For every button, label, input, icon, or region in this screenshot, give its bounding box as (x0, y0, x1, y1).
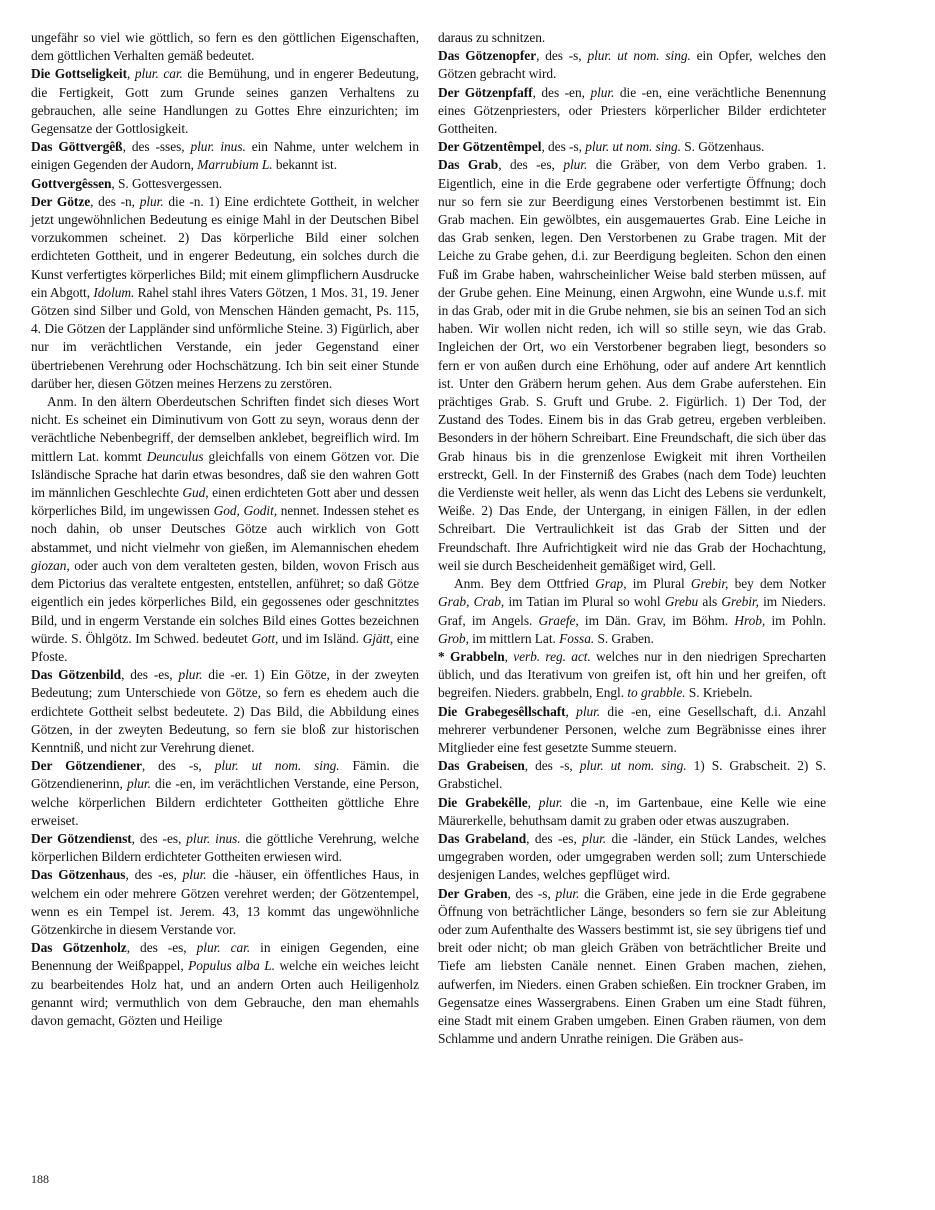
note-paragraph (31, 393, 419, 666)
entry-text: , des -s, (507, 885, 556, 901)
entry-text: S. Kriebeln. (685, 685, 753, 701)
entry-text: , des -s, (524, 758, 580, 774)
italic-term: plur. (139, 193, 164, 209)
entry-text: als (698, 594, 722, 610)
italic-term: Grebir, (721, 594, 759, 610)
entry-text: im mittlern Lat. (468, 630, 560, 646)
italic-term: plur. (182, 867, 207, 883)
italic-term: verb. reg. act. (513, 648, 591, 664)
entry-text: , des -sses, (122, 139, 191, 155)
headword: Die Grabegesêllschaft (438, 703, 566, 719)
entry-text: bekannt ist. (272, 157, 337, 173)
entry-paragraph (438, 84, 826, 139)
italic-term: Hrob, (734, 612, 766, 628)
entry-text: im Plural (626, 576, 691, 592)
italic-term: plur. inus. (190, 139, 246, 155)
entry-paragraph (438, 138, 826, 156)
italic-term: Idolum. (93, 284, 135, 300)
entry-text: die Bemühung, und in engerer Bedeutung, die Fertigkeit, Gott zum Grunde seines ganzen Verhaltens zu gebrauchen, alle seine Handlungen zu Gottes Ehre einzurichten; im Gegensatze der Gottlosigkeit. (31, 66, 419, 137)
entry-paragraph (438, 648, 826, 703)
entry-text: im Nieders. Graf, im Angels. (438, 594, 826, 628)
entry-text: die -en, eine verächtliche Benennung eines Götzenpriesters, oder Priesters körperlicher Bilder erdichteter Gottheiten. (438, 84, 826, 137)
entry-text: , des -es, (131, 830, 187, 846)
entry-text: , (126, 66, 135, 82)
entry-paragraph (31, 757, 419, 830)
entry-text: die Gräber, von dem Verbo graben. 1. Eigentlich, eine in die Erde gegrabene oder verfertigte Öffnung; doch nur so fern sie zur Beerdigung eines Verstorbenen bestimmt ist. Ein Grab machen. Ein gewölbtes, ein ausgemauertes Grab. Eine Leiche in das Grab senken, legen. Den Verstorbenen zu Grabe tragen. Mit der Leiche zu Grabe gehen, d.i. zur Beerdigung begleiten. Schon den einen Fuß im Grabe haben, wahrscheinlicher Weise bald sterben müssen, auf der Grube gehen. Eine Meinung, einen Argwohn, eine Wunde u.s.f. mit in das Grab, oder mit in die Grube nehmen, sie bis an seinen Tod an sich haben. Wir wollen nicht reden, ich will so stille seyn, wie das Grab. Ingleichen der Ort, wo ein Verstorbener begraben liegt, besonders so fern er von außen durch eine Erhöhung, oder auf andere Art kenntlich ist. Unter den Gräbern herum gehen. Aus dem Grabe auferstehen. Ein prächtiges Grab. S. Gruft und Grube. 2. Figürlich. 1) Der Tod, der Zustand des Todes. Einem bis in das Grab getreu, ergeben verbleiben. Besonders in der höhern Schreibart. Eine Freundschaft, die sich über das Grab hinaus bis in die grenzenlose Ewigkeit mit ihren Vortheilen erstreckt, Gell. In der Finsterniß des Grabes (nach dem Tode) leuchten die Verdienste weit heller, als wenn das Licht des Lebens sie verdunkelt, Weiße. 2) Das Ende, der Untergang, in einigen Fällen, in der edlen Schreibart. Die Vertraulichkeit ist das Grab der Sitten und der Freundschaft. Ihre Aufrichtigkeit wird nie das Grab der Hochachtung, weil sie durch Bescheidenheit gemäßiget wird, Gell. (438, 157, 827, 573)
headword: Das Grabeisen (438, 758, 525, 774)
entry-paragraph (31, 175, 419, 193)
entry-paragraph (438, 830, 826, 885)
italic-term: Fossa. (559, 630, 595, 646)
entry-text: ein Nahme, unter welchem in einigen Gegenden der Audorn, (31, 139, 419, 173)
italic-term: Gud, (182, 485, 209, 501)
entry-text: einen erdichteten Gott aber und dessen körperliches Bild, im ungewissen (31, 485, 420, 519)
entry-text: die -er. 1) Ein Götze, in der zweyten Bedeutung; zum Unterschiede von Götze, so fern es ehedem auch die erdichtete Gottheit selbst bedeutete. 2) Das Bild, die Abbildung eines Götzen, in der zweyten Bedeutung, so fern sie bloß zur historischen Kenntniß, und nicht zur Verehrung dienet. (31, 667, 420, 755)
entry-text: im Pohln. (765, 612, 826, 628)
entry-text: die -länder, ein Stück Landes, welches umgegraben worden, oder umgegraben werden soll; zum Unterschiede desjenigen Landes, welches gepflüget wird. (438, 830, 827, 883)
entry-text: die -n, im Gartenbaue, eine Kelle wie eine Mäurerkelle, behuthsam damit zu graben oder etwas auszugraben. (438, 794, 826, 828)
entry-paragraph (438, 757, 826, 793)
headword: Der Götzentêmpel (438, 139, 542, 155)
headword: Die Grabekêlle (438, 794, 528, 810)
entry-text: S. Graben. (594, 630, 654, 646)
headword: Der Götzendiener (31, 758, 142, 774)
entry-paragraph (438, 47, 826, 83)
entry-paragraph (438, 29, 826, 47)
italic-term: plur. (178, 667, 203, 683)
headword: Das Grab (438, 157, 499, 173)
entry-paragraph (31, 666, 419, 757)
italic-term: God, Godit, (213, 503, 278, 519)
italic-term: plur. (563, 157, 588, 173)
entry-text: , des -en, (532, 84, 591, 100)
headword: Das Götzenbild (31, 667, 122, 683)
headword: Das Grabeland (438, 830, 527, 846)
entry-text: die -häuser, ein öffentliches Haus, in welchem ein oder mehrere Götzen verehret werden; der Götzentempel, wenn es ein Tempel ist. Jerem. 43, 13 kommt das ungewöhnliche Götzenkirche in diesem Verstande vor. (31, 867, 419, 937)
italic-term: plur. (555, 885, 580, 901)
entry-text: oder auch von dem veralteten gesten, bilden, wovon Frisch aus dem Pictorius das veraltete entgesten, entstellen, anführet; so daß Götze eigentlich ein jedes körperliches Bild, ein gegossenes oder geschnitztes Bild, und in engerm Verstande ein solches Bild eines Gottes bezeichnen würde. S. Öhlgötz. Im Schwed. bedeutet (31, 557, 419, 646)
entry-text: die Gräben, eine jede in die Erde gegrabene Öffnung von beträchtlicher Länge, besonders so fern sie zur Ableitung oder zum Aufenthalte des Wassers bestimmt ist, sie sey übrigens tief und breit oder nicht; ob man gleich Gräben von beträchtlicher Breite und Tiefe am liebsten Canäle nennet. Einen Graben machen, ziehen, aufwerfen, im Nieders. einen Graben schießen. Ein trockner Graben, im Gegensatze eines Wassergrabens. Einen Graben um eine Stadt führen, eine Stadt mit einem Graben umgeben. Einen Graben räumen, von dem Schlamme und andern Unrathe reinigen. Die Gräben aus- (438, 885, 826, 1047)
italic-term: plur. (126, 776, 151, 792)
italic-term: Deunculus (146, 448, 204, 464)
entry-text: eine Pfoste. (31, 630, 419, 664)
italic-term: plur. car. (134, 66, 183, 82)
entry-text: , des -s, (141, 758, 215, 774)
italic-term: Gott, (251, 630, 279, 646)
entry-text: S. Götzenhaus. (680, 139, 765, 155)
entry-text: , (565, 703, 577, 719)
entry-text: , des -es, (126, 940, 197, 956)
headword: Das Götzenholz (31, 940, 127, 956)
entry-text: , S. Gottesvergessen. (111, 175, 223, 191)
note-paragraph (438, 575, 826, 648)
entry-text: und im Isländ. (278, 630, 363, 646)
italic-term: Graefe, (538, 612, 579, 628)
italic-term: plur. (576, 703, 601, 719)
entry-text: welche ein weiches leicht zu bearbeitendes Holz hat, und an andern Orten auch Heiligenholz genannt wird; vermuthlich von dem Gebrauche, den man ehemahls davon gemacht, Gözten und Heilige (31, 958, 419, 1028)
italic-term: Gjätt, (362, 630, 394, 646)
headword: Gottvergêssen (31, 175, 112, 191)
entry-paragraph (438, 156, 826, 575)
italic-term: plur. ut nom. sing. (585, 139, 681, 155)
headword: Das Götzenopfer (438, 48, 537, 64)
entry-text: die -en, eine Gesellschaft, d.i. Anzahl mehrerer verbundener Personen, welche zum Begräbnisse eines ihrer Mitglieder eine fest gesetzte Summe steuern. (438, 703, 826, 755)
entry-text: Anm. In den ältern Oberdeutschen Schriften findet sich dieses Wort nicht. Es scheinet ein Diminutivum von Gott zu seyn, woraus denn der verächtliche Nebenbegriff, der demselben anklebet, begreiflich wird. Im mittlern Lat. kommt (31, 394, 419, 464)
entry-text: , des -n, (90, 193, 140, 209)
entry-text: die -n. 1) Eine erdichtete Gottheit, in welcher jetzt ungewöhnlichen Bedeutung es einige Mahl in der Deutschen Bibel vorzukommen scheinet. 2) Das körperliche Bild einer solchen erdichteten Gottheit, und in engerer Bedeutung, ein solches durch die Kunst verfertigtes körperliches Bild; mit einem glimpflichern Ausdrucke ein Abgott, (31, 193, 419, 300)
entry-paragraph (438, 703, 826, 758)
entry-text: Rahel stahl ihres Vaters Götzen, 1 Mos. 31, 19. Jener Götzen sind Silber und Gold, von Menschen Händen gemacht, Ps. 115, 4. Die Götzen der Lappländer sind unförmliche Steine. 3) Figürlich, aber nur im verächtlichen Verstande, ein jeder Gegenstand einer übertriebenen Verehrung oder Hochschätzung. Ich bin seit einer Stunde darüber her, diesen Götzen meines Herzens zu zerstören. (31, 284, 419, 391)
entry-text: ungefähr so viel wie göttlich, so fern es den göttlichen Eigenschaften, dem göttlichen Verhalten gemäß bedeutet. (31, 30, 419, 64)
entry-paragraph (31, 29, 419, 65)
entry-text: , des -es, (121, 667, 179, 683)
italic-term: plur. ut nom. sing. (214, 758, 340, 774)
left-column (31, 29, 419, 1030)
italic-term: Marrubium L. (197, 157, 273, 173)
italic-term: plur. (538, 794, 563, 810)
entry-text: in einigen Gegenden, eine Benennung der Weißpappel, (31, 940, 419, 974)
entry-text: nennet. Indessen stehet es noch dahin, ob unser Deutsches Götze auch wirklich von Gott abstammet, und nicht vielmehr von gießen, im Alemannischen ehedem (31, 503, 419, 555)
headword: Der Götze (31, 193, 91, 209)
italic-term: Grab, Crab, (438, 594, 505, 610)
italic-term: Grebir, (690, 576, 729, 592)
entry-paragraph (31, 866, 419, 939)
entry-text: bey dem Notker (728, 576, 826, 592)
italic-term: plur. ut nom. sing. (587, 48, 691, 64)
headword: Das Götzenhaus (31, 867, 126, 883)
right-column (438, 29, 826, 1048)
entry-paragraph (31, 939, 419, 1030)
entry-paragraph (31, 830, 419, 866)
entry-text: gleichfalls von einem Götzen vor. Die Isländische Sprache hat darin etwas besondres, daß sie den wahren Gott im männlichen Geschlechte (31, 448, 419, 501)
entry-paragraph (31, 193, 419, 393)
italic-term: plur. inus. (186, 830, 241, 846)
italic-term: Grap, (595, 576, 627, 592)
entry-text: , des -s, (541, 139, 586, 155)
italic-term: to grabble. (627, 685, 686, 701)
entry-text: Fämin. die Götzendienerinn, (31, 758, 419, 792)
entry-paragraph (438, 885, 826, 1049)
entry-text: , (504, 648, 514, 664)
entry-text: , des -s, (536, 48, 588, 64)
entry-text: , (527, 794, 539, 810)
entry-text: , des -es, (498, 157, 564, 173)
entry-paragraph (438, 794, 826, 830)
headword: Der Götzendienst (31, 830, 132, 846)
italic-term: giozan, (31, 557, 70, 573)
italic-term: plur. car. (196, 940, 251, 956)
entry-text: die -en, im verächtlichen Verstande, eine Person, welche körperlichen Bildern erdichteter Gottheiten göttliche Ehre erweiset. (31, 776, 419, 828)
entry-text: Anm. Bey dem Ottfried (454, 576, 596, 592)
entry-text: ein Opfer, welches den Götzen gebracht wird. (438, 48, 826, 82)
entry-text: die göttliche Verehrung, welche körperlichen Bildern erdichteter Gottheiten erwiesen wird. (31, 830, 420, 865)
italic-term: plur. (590, 84, 615, 100)
italic-term: plur. ut nom. sing. (579, 758, 687, 774)
italic-term: Grebu (664, 594, 699, 610)
italic-term: Populus alba L. (188, 958, 275, 974)
italic-term: Grob, (438, 630, 469, 646)
entry-text: , des -es, (125, 867, 183, 883)
entry-text: 1) S. Grabscheit. 2) S. Grabstichel. (438, 758, 826, 792)
entry-text: im Tatian im Plural so wohl (504, 594, 665, 610)
italic-term: plur. (582, 830, 607, 846)
headword: Das Göttvergêß (31, 139, 123, 155)
entry-text: welches nur in den niedrigen Sprecharten üblich, und das Iterativum von greifen ist, oft hin und her greifen, oft begreifen. Nieders. grabbeln, Engl. (438, 648, 826, 701)
headword: Der Graben (438, 885, 508, 901)
entry-text: , des -es, (526, 830, 583, 846)
entry-text: im Dän. Grav, im Böhm. (578, 612, 735, 628)
page-number: 188 (31, 1172, 49, 1186)
headword: * Grabbeln (438, 648, 505, 664)
entry-paragraph (31, 65, 419, 138)
headword: Die Gottseligkeit (31, 66, 127, 82)
headword: Der Götzenpfaff (438, 84, 533, 100)
entry-text: daraus zu schnitzen. (438, 30, 546, 45)
entry-paragraph (31, 138, 419, 174)
